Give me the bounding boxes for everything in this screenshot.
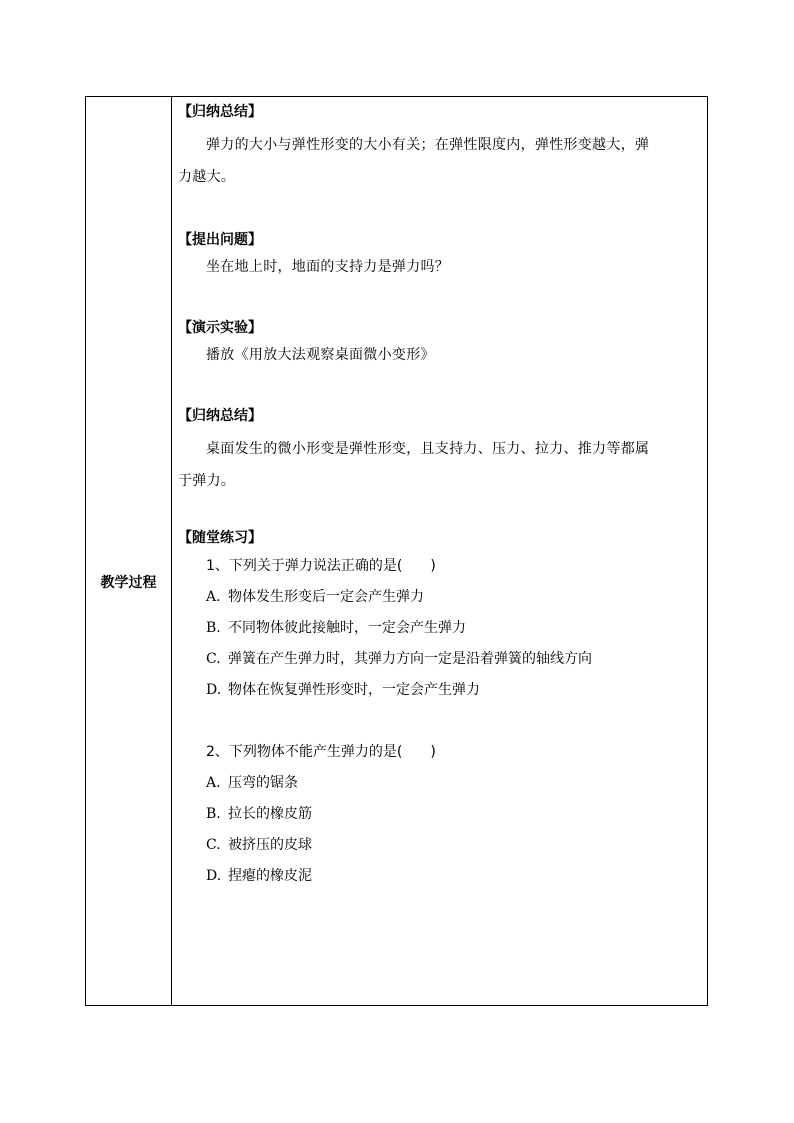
section-paragraph-line2: 力越大。 — [178, 169, 236, 185]
option-text: 物体发生形变后一定会产生弹力 — [228, 589, 424, 605]
section-paragraph-line1: 桌面发生的微小形变是弹性形变，且支持力、压力、拉力、推力等都属 — [206, 441, 650, 457]
option-letter: B. — [206, 806, 221, 822]
section-paragraph-line1: 弹力的大小与弹性形变的大小有关；在弹性限度内，弹性形变越大，弹 — [206, 137, 650, 153]
option-text: 压弯的锯条 — [228, 775, 298, 791]
option-text: 捏瘪的橡皮泥 — [228, 868, 312, 884]
section-paragraph: 坐在地上时，地面的支持力是弹力吗？ — [206, 259, 450, 275]
option-letter: B. — [206, 620, 221, 636]
option-letter: D. — [206, 868, 222, 884]
section-heading: 【提出问题】 — [178, 232, 262, 248]
option-letter: A. — [206, 589, 221, 605]
option-letter: D. — [206, 682, 222, 698]
option-text: 物体在恢复弹性形变时，一定会产生弹力 — [228, 682, 480, 698]
section-paragraph-line2: 于弹力。 — [178, 473, 236, 489]
question-2 — [178, 737, 702, 892]
option-d — [178, 675, 702, 706]
option-a — [178, 582, 702, 613]
section-experiment — [178, 317, 702, 369]
section-summary-1 — [178, 101, 702, 193]
section-question — [178, 229, 702, 281]
section-heading: 【演示实验】 — [178, 320, 262, 336]
option-text: 弹簧在产生弹力时，其弹力方向一定是沿着弹簧的轴线方向 — [228, 651, 592, 667]
option-letter: C. — [206, 837, 221, 853]
option-b — [178, 799, 702, 830]
option-c — [178, 644, 702, 675]
section-heading: 【归纳总结】 — [178, 408, 262, 424]
option-text: 不同物体彼此接触时，一定会产生弹力 — [228, 620, 466, 636]
section-heading: 【归纳总结】 — [178, 104, 262, 120]
section-heading: 【随堂练习】 — [178, 530, 262, 546]
content-cell — [172, 97, 707, 892]
option-letter: A. — [206, 775, 221, 791]
question-stem: 1、下列关于弹力说法正确的是( ) — [206, 558, 436, 574]
option-text: 拉长的橡皮筋 — [228, 806, 312, 822]
option-a — [178, 768, 702, 799]
option-d — [178, 861, 702, 892]
section-paragraph: 播放《用放大法观察桌面微小变形》 — [206, 347, 435, 363]
section-summary-2 — [178, 405, 702, 497]
option-c — [178, 830, 702, 861]
row-label-teaching-process: 教学过程 — [100, 575, 157, 591]
lesson-table — [85, 96, 708, 1006]
option-letter: C. — [206, 651, 221, 667]
section-practice — [178, 527, 702, 892]
question-1 — [178, 551, 702, 706]
question-stem: 2、下列物体不能产生弹力的是( ) — [206, 744, 436, 760]
option-text: 被挤压的皮球 — [228, 837, 312, 853]
option-b — [178, 613, 702, 644]
